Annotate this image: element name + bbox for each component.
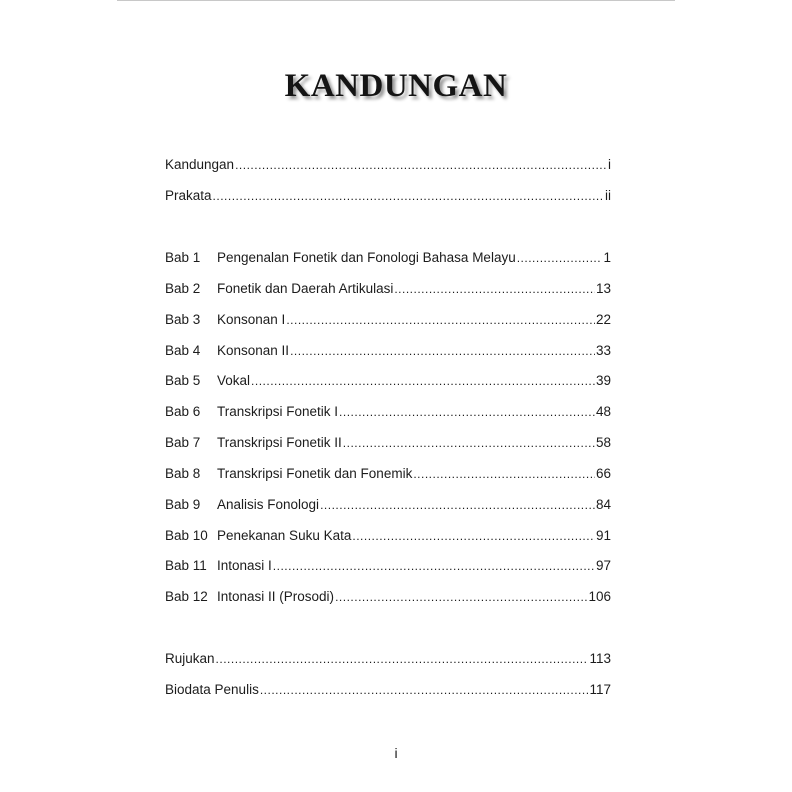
dot-leader xyxy=(213,186,604,206)
toc-entry-title: Analisis Fonologi xyxy=(217,497,320,512)
dot-leader xyxy=(343,433,595,453)
toc-entry-bab-7[interactable] xyxy=(165,433,611,453)
toc-entry-title: Vokal xyxy=(217,373,251,388)
toc-entry-bab-6[interactable] xyxy=(165,402,611,422)
toc-entry-page: 106 xyxy=(588,589,611,604)
toc-entry-page: 58 xyxy=(595,435,611,450)
toc-entry-title: Intonasi II (Prosodi) xyxy=(217,589,335,604)
dot-leader xyxy=(273,556,595,576)
toc-entry-page: 22 xyxy=(595,312,611,327)
toc-entry-title: Pengenalan Fonetik dan Fonologi Bahasa Melayu xyxy=(217,250,516,265)
toc-entry-title: Konsonan II xyxy=(217,343,290,358)
toc-entry-page: 13 xyxy=(595,281,611,296)
dot-leader xyxy=(290,341,595,361)
toc-entry-page: 1 xyxy=(603,250,611,265)
toc-entry-prakata[interactable] xyxy=(165,186,611,206)
top-rule xyxy=(117,0,675,1)
toc-entry-page: 117 xyxy=(589,682,611,697)
chapter-label: Bab 3 xyxy=(165,312,201,327)
toc-entry-bab-8[interactable] xyxy=(165,464,611,484)
toc-entry-page: 91 xyxy=(595,528,611,543)
chapter-label: Bab 7 xyxy=(165,435,201,450)
toc-entry-bab-2[interactable] xyxy=(165,279,611,299)
toc-entry-rujukan[interactable] xyxy=(165,649,611,669)
page-number: i xyxy=(394,745,398,761)
toc-entry-page: 33 xyxy=(595,343,611,358)
dot-leader xyxy=(335,587,587,607)
chapter-label: Bab 9 xyxy=(165,497,201,512)
chapter-label: Bab 6 xyxy=(165,404,201,419)
dot-leader xyxy=(260,680,589,700)
toc-entry-title: Kandungan xyxy=(165,157,235,172)
toc-entry-page: ii xyxy=(605,188,611,203)
chapter-label: Bab 8 xyxy=(165,466,201,481)
toc-entry-title: Rujukan xyxy=(165,651,215,666)
dot-leader xyxy=(394,279,595,299)
chapter-label: Bab 10 xyxy=(165,528,208,543)
toc-entry-page: i xyxy=(608,157,611,172)
chapter-label: Bab 11 xyxy=(165,558,207,573)
dot-leader xyxy=(413,464,595,484)
toc-entry-page: 84 xyxy=(595,497,611,512)
dot-leader xyxy=(216,649,589,669)
dot-leader xyxy=(352,526,595,546)
toc-entry-bab-4[interactable] xyxy=(165,341,611,361)
toc-entry-bab-12[interactable] xyxy=(165,587,611,607)
toc-entry-page: 48 xyxy=(595,404,611,419)
toc-entry-title: Biodata Penulis xyxy=(165,682,259,697)
chapter-label: Bab 12 xyxy=(165,589,208,604)
toc-entry-bab-10[interactable] xyxy=(165,526,611,546)
dot-leader xyxy=(517,248,603,268)
dot-leader xyxy=(235,155,607,175)
toc-entry-bab-3[interactable] xyxy=(165,310,611,330)
toc-entry-title: Konsonan I xyxy=(217,312,286,327)
toc-entry-title: Intonasi I xyxy=(217,558,272,573)
dot-leader xyxy=(339,402,595,422)
toc-entry-page: 66 xyxy=(595,466,611,481)
toc-entry-bab-11[interactable] xyxy=(165,556,611,576)
toc-entry-bab-1[interactable] xyxy=(165,248,611,268)
toc-entry-page: 97 xyxy=(595,558,611,573)
chapter-label: Bab 4 xyxy=(165,343,201,358)
toc-entry-title: Transkripsi Fonetik dan Fonemik xyxy=(217,466,413,481)
toc-entry-title: Penekanan Suku Kata xyxy=(217,528,352,543)
chapter-label: Bab 2 xyxy=(165,281,201,296)
toc-entry-bab-9[interactable] xyxy=(165,495,611,515)
toc-entry-title: Transkripsi Fonetik I xyxy=(217,404,339,419)
toc-entry-bab-5[interactable] xyxy=(165,371,611,391)
toc-entry-page: 39 xyxy=(595,373,611,388)
chapter-label: Bab 5 xyxy=(165,373,201,388)
toc-entry-kandungan[interactable] xyxy=(165,155,611,175)
dot-leader xyxy=(251,371,595,391)
chapter-label: Bab 1 xyxy=(165,250,201,265)
dot-leader xyxy=(320,495,595,515)
dot-leader xyxy=(286,310,595,330)
page-title: KANDUNGAN xyxy=(284,68,508,104)
toc-entry-title: Transkripsi Fonetik II xyxy=(217,435,342,450)
toc-entry-page: 113 xyxy=(589,651,611,666)
toc-entry-biodata-penulis[interactable] xyxy=(165,680,611,700)
toc-entry-title: Fonetik dan Daerah Artikulasi xyxy=(217,281,394,296)
toc-entry-title: Prakata xyxy=(165,188,212,203)
